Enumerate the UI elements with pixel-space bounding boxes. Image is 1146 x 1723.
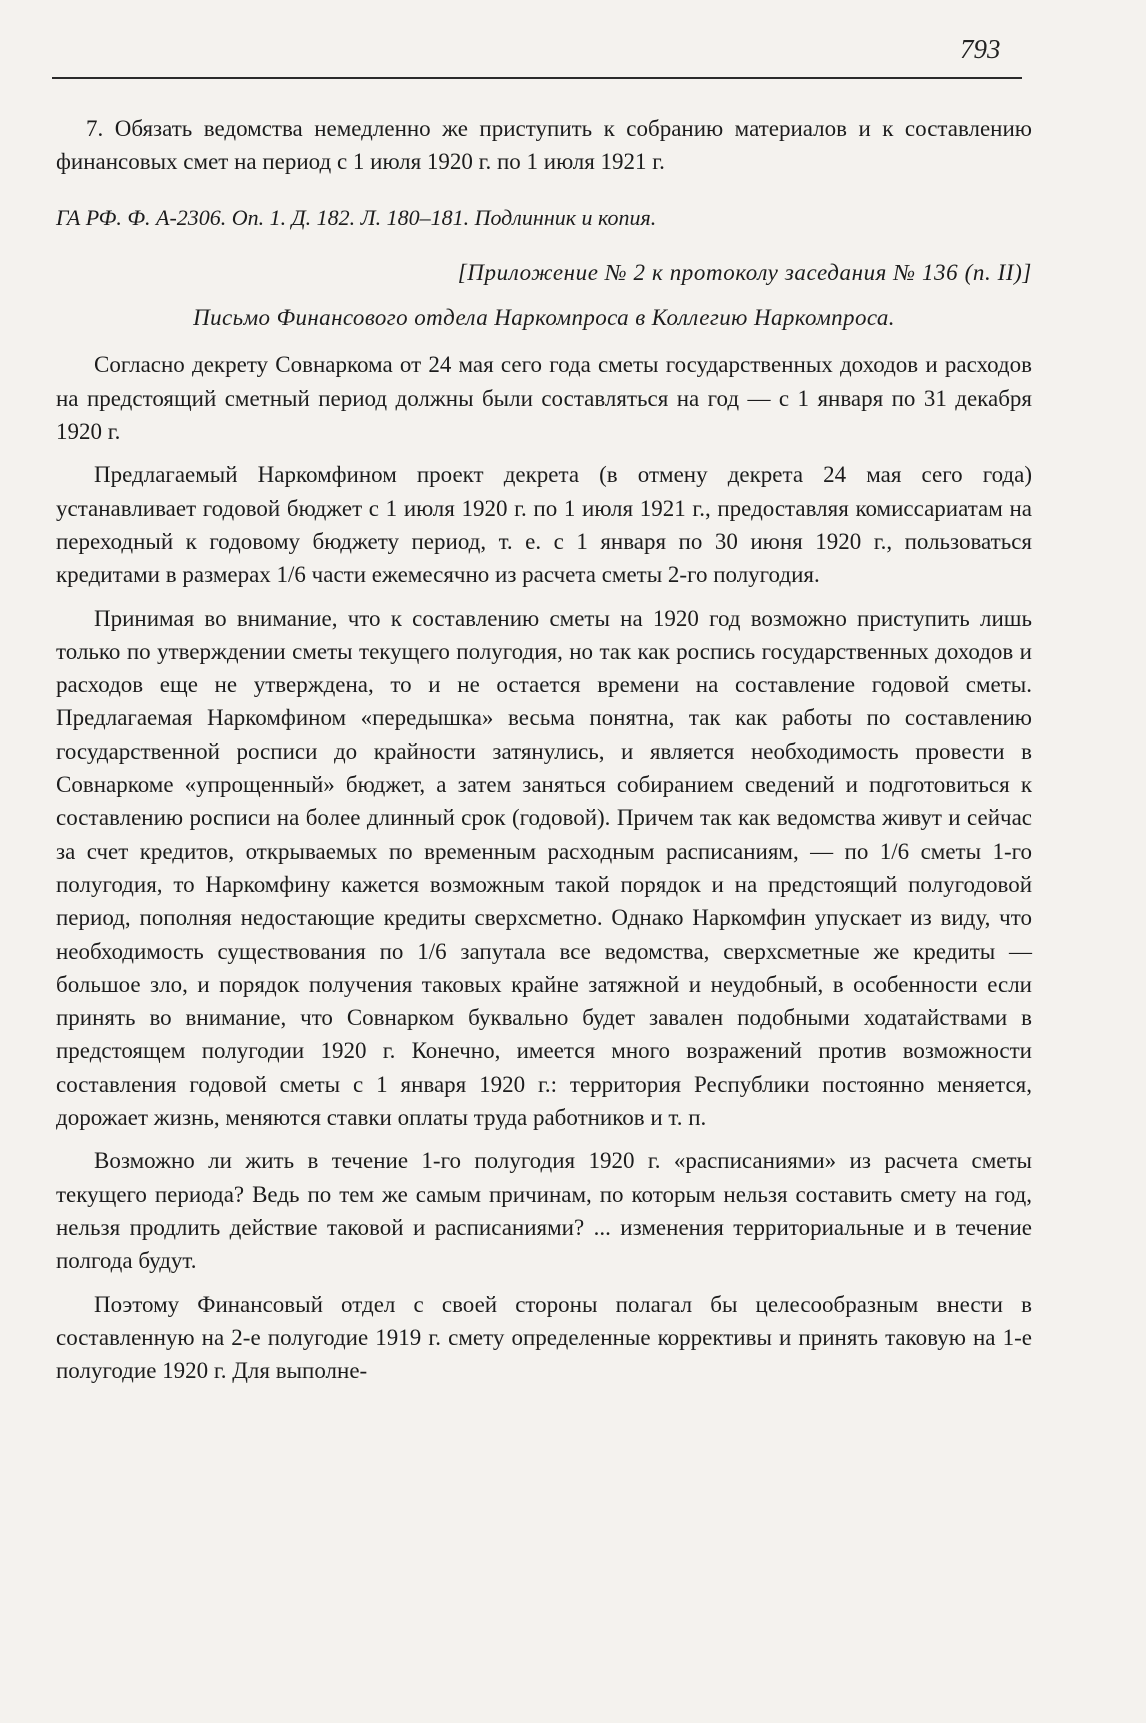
- body-paragraph: Возможно ли жить в течение 1-го полугодия 1920 г. «расписаниями» из расчета сметы текущего периода? Ведь по тем же самым причинам, по которым нельзя составить смету на год, нельзя продлить действие таковой и расписаниями? ... изменения территориальные и в течение полгода будут.: [56, 1148, 1032, 1274]
- page-number: 793: [960, 34, 1001, 64]
- appendix-heading: [Приложение № 2 к протоколу заседания № 136 (п. II)]: [457, 259, 1032, 285]
- letter-title: Письмо Финансового отдела Наркомпроса в Коллегию Наркомпроса.: [193, 305, 895, 331]
- body-paragraph: Согласно декрету Совнаркома от 24 мая сего года сметы государственных доходов и расходов на предстоящий сметный период должны были составляться на год — с 1 января по 31 декабря 1920 г.: [56, 352, 1032, 445]
- body-paragraph: Поэтому Финансовый отдел с своей стороны полагал бы целесообразным внести в составленную на 2-е полугодие 1919 г. смету определенные коррективы и принять таковую на 1-е полугодие 1920 г. Для выполне-: [56, 1291, 1032, 1384]
- resolution-item-7: 7. Обязать ведомства немедленно же приступить к собранию материалов и к составлению финансовых смет на период с 1 июля 1920 г. по 1 июля 1921 г.: [56, 116, 1032, 175]
- page-content: [56, 112, 1032, 1387]
- header-divider: [52, 77, 1022, 79]
- body-paragraph: Предлагаемый Наркомфином проект декрета (в отмену декрета 24 мая сего года) устанавливает годовой бюджет с 1 июля 1920 г. по 1 июля 1921 г., предоставляя комиссариатам на переходный к годовому бюджету период, т. е. с 1 января по 30 июня 1920 г., пользоваться кредитами в размерах 1/6 части ежемесячно из расчета сметы 2-го полугодия.: [56, 462, 1032, 588]
- body-paragraph: Принимая во внимание, что к составлению сметы на 1920 год возможно приступить лишь только по утверждении сметы текущего полугодия, но так как роспись государственных доходов и расходов еще не утверждена, то и не остается времени на составление годовой сметы. Предлагаемая Наркомфином «передышка» весьма понятна, так как работы по составлению государственной росписи до крайности затянулись, и является необходимость провести в Совнаркоме «упрощенный» бюджет, а затем заняться собиранием сведений и подготовиться к составлению росписи на более длинный срок (годовой). Причем так как ведомства живут и сейчас за счет кредитов, открываемых по временным расходным расписаниям, — по 1/6 сметы 1-го полугодия, то Наркомфину кажется возможным такой порядок и на предстоящий полугодовой период, пополняя недостающие кредиты сверхсметно. Однако Наркомфин упускает из виду, что необходимость существования по 1/6 запутала все ведомства, сверхсметные же кредиты — большое зло, и порядок получения таковых крайне затяжной и неудобный, в особенности если принять во внимание, что Совнарком буквально будет завален подобными ходатайствами в предстоящем полугодии 1920 г. Конечно, имеется много возражений против возможности составления годовой сметы с 1 января 1920 г.: территория Республики постоянно меняется, дорожает жизнь, меняются ставки оплаты труда работников и т. п.: [56, 605, 1032, 1131]
- archive-source-reference: ГА РФ. Ф. А-2306. Оп. 1. Д. 182. Л. 180–181. Подлинник и копия.: [56, 204, 657, 230]
